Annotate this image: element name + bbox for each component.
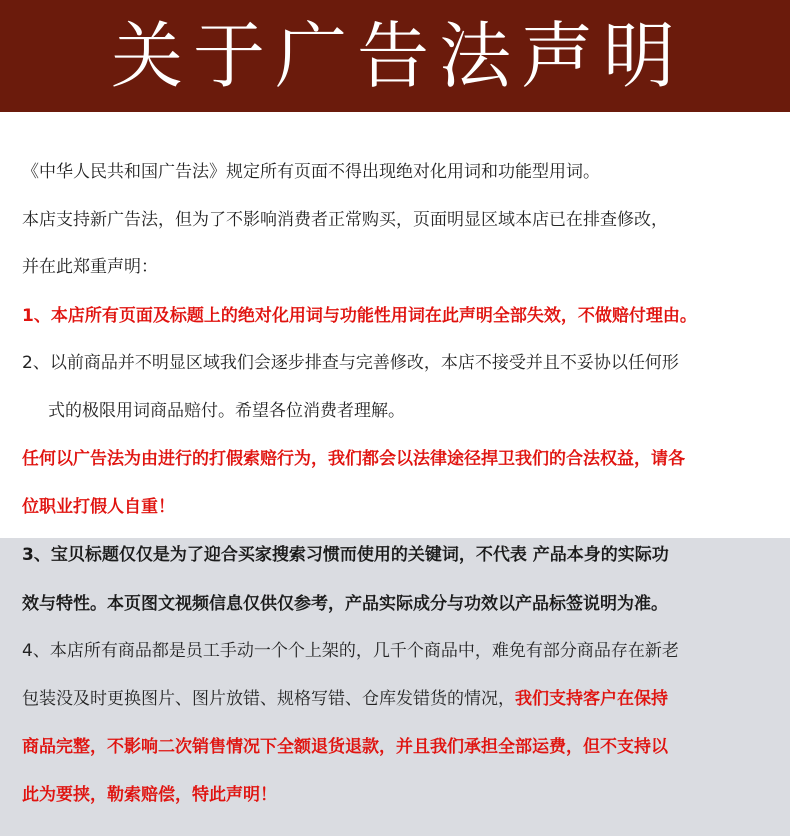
title-banner — [0, 0, 790, 112]
note-item-4-line-4: 此为要挟，勒索赔偿，特此声明！ — [22, 785, 277, 805]
note-item-3-line-1: 3、宝贝标题仅仅是为了迎合买家搜索习惯而使用的关键词，不代表 产品本身的实际功 — [22, 545, 669, 565]
note-item-4-line-2 — [22, 687, 668, 711]
statement-section — [0, 112, 790, 538]
note-item-4-line-2-normal: 包装没及时更换图片、图片放错、规格写错、仓库发错货的情况， — [22, 689, 515, 709]
notes-section — [0, 538, 790, 836]
note-item-4-line-1: 4、本店所有商品都是员工手动一个个上架的，几千个商品中，难免有部分商品存在新老 — [22, 641, 679, 661]
note-item-4-line-3: 商品完整，不影响二次销售情况下全额退货退款，并且我们承担全部运费，但不支持以 — [22, 737, 668, 757]
statement-item-2-line-1: 2、以前商品并不明显区域我们会逐步排查与完善修改，本店不接受并且不妥协以任何形 — [22, 353, 679, 373]
warning-line-1: 任何以广告法为由进行的打假索赔行为，我们都会以法律途径捍卫我们的合法权益，请各 — [22, 449, 685, 469]
note-item-3-line-2: 效与特性。本页图文视频信息仅供仅参考，产品实际成分与功效以产品标签说明为准。 — [22, 594, 668, 614]
page-title: 关于广告法声明 — [110, 14, 685, 98]
statement-item-2-line-2: 式的极限用词商品赔付。希望各位消费者理解。 — [48, 401, 405, 421]
statement-paragraph-1: 《中华人民共和国广告法》规定所有页面不得出现绝对化用词和功能型用词。 — [22, 162, 600, 182]
note-item-4-line-2-red: 我们支持客户在保持 — [515, 689, 668, 709]
statement-paragraph-2: 本店支持新广告法，但为了不影响消费者正常购买，页面明显区域本店已在排查修改， — [22, 210, 668, 230]
statement-paragraph-3: 并在此郑重声明： — [22, 257, 158, 277]
warning-line-2: 位职业打假人自重！ — [22, 497, 175, 517]
statement-item-1: 1、本店所有页面及标题上的绝对化用词与功能性用词在此声明全部失效，不做赔付理由。 — [22, 306, 697, 326]
